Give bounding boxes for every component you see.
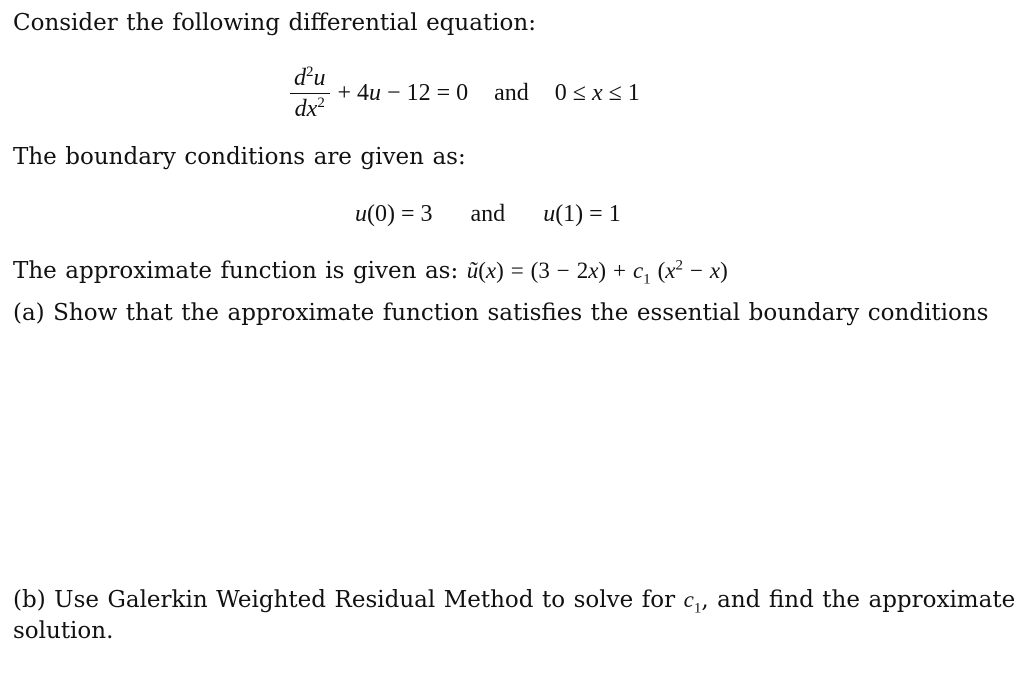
derivative-fraction — [290, 64, 330, 123]
boundary-condition-right: u(1) = 1 — [543, 201, 621, 227]
part-b-line-1: (b) Use Galerkin Weighted Residual Method to solve for $c_1$, and find the approximate — [13, 587, 1016, 617]
boundary-condition-left: u(0) = 3 — [355, 201, 433, 227]
approx-function-formula: ũ(x) = $(3 - 2x) + c_1$ $(x^2 - x)$ — [466, 257, 728, 288]
boundary-intro-text: The boundary conditions are given as: — [13, 144, 466, 170]
boundary-connector: and — [470, 201, 506, 227]
differential-equation — [290, 58, 640, 128]
equation-connector: and — [494, 79, 529, 106]
approx-function-line — [13, 256, 728, 286]
derivative-denominator: $dx^2$ — [294, 94, 325, 122]
intro-text: Consider the following differential equation: — [13, 10, 536, 36]
equation-rest: + 4u − 12 = 0 — [337, 79, 469, 106]
derivative-numerator: $d^2u$ — [294, 63, 326, 91]
equation-domain: 0 ≤ x ≤ 1 — [554, 79, 640, 106]
approx-intro-text: The approximate function is given as: — [13, 258, 459, 284]
part-b-line-2: solution. — [13, 618, 114, 644]
boundary-conditions — [355, 198, 621, 230]
part-a-text: (a) Show that the approximate function satisfies the essential boundary conditions — [13, 300, 989, 326]
